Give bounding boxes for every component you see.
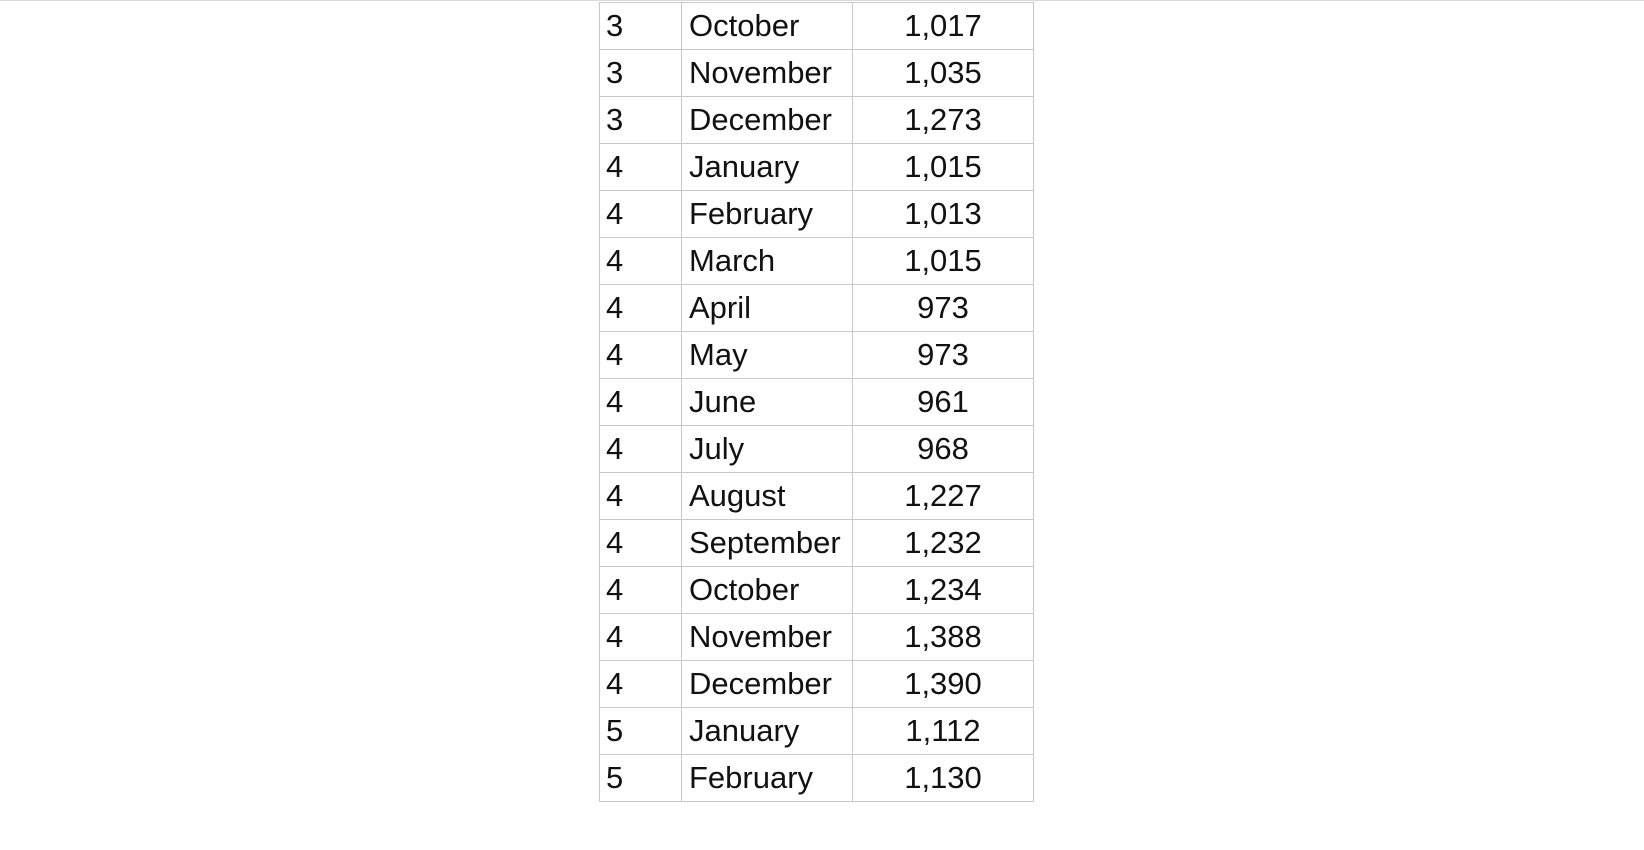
table-row xyxy=(600,379,1034,426)
year-cell[interactable]: 3 xyxy=(600,50,682,97)
table-row xyxy=(600,97,1034,144)
month-cell[interactable]: September xyxy=(682,520,853,567)
month-cell[interactable]: October xyxy=(682,567,853,614)
table-row xyxy=(600,285,1034,332)
year-cell[interactable]: 4 xyxy=(600,567,682,614)
year-cell[interactable]: 3 xyxy=(600,3,682,50)
table-row xyxy=(600,661,1034,708)
top-divider xyxy=(0,0,1644,1)
month-cell[interactable]: November xyxy=(682,614,853,661)
year-cell[interactable]: 4 xyxy=(600,614,682,661)
value-cell[interactable]: 968 xyxy=(853,426,1034,473)
value-cell[interactable]: 1,035 xyxy=(853,50,1034,97)
year-cell[interactable]: 4 xyxy=(600,238,682,285)
value-cell[interactable]: 1,390 xyxy=(853,661,1034,708)
year-cell[interactable]: 4 xyxy=(600,426,682,473)
month-cell[interactable]: January xyxy=(682,144,853,191)
month-cell[interactable]: March xyxy=(682,238,853,285)
month-cell[interactable]: December xyxy=(682,661,853,708)
value-cell[interactable]: 1,112 xyxy=(853,708,1034,755)
month-cell[interactable]: November xyxy=(682,50,853,97)
table-row xyxy=(600,50,1034,97)
month-cell[interactable]: May xyxy=(682,332,853,379)
value-cell[interactable]: 1,227 xyxy=(853,473,1034,520)
value-cell[interactable]: 1,017 xyxy=(853,3,1034,50)
value-cell[interactable]: 1,232 xyxy=(853,520,1034,567)
month-cell[interactable]: July xyxy=(682,426,853,473)
value-cell[interactable]: 973 xyxy=(853,285,1034,332)
table-row xyxy=(600,614,1034,661)
year-cell[interactable]: 4 xyxy=(600,520,682,567)
value-cell[interactable]: 1,388 xyxy=(853,614,1034,661)
year-cell[interactable]: 4 xyxy=(600,379,682,426)
table-row xyxy=(600,3,1034,50)
month-cell[interactable]: February xyxy=(682,191,853,238)
table-row xyxy=(600,520,1034,567)
year-cell[interactable]: 4 xyxy=(600,144,682,191)
table-row xyxy=(600,473,1034,520)
month-cell[interactable]: June xyxy=(682,379,853,426)
value-cell[interactable]: 1,273 xyxy=(853,97,1034,144)
year-cell[interactable]: 5 xyxy=(600,708,682,755)
table-row xyxy=(600,708,1034,755)
year-cell[interactable]: 4 xyxy=(600,661,682,708)
table-row xyxy=(600,426,1034,473)
value-cell[interactable]: 1,015 xyxy=(853,144,1034,191)
value-cell[interactable]: 1,130 xyxy=(853,755,1034,802)
value-cell[interactable]: 1,234 xyxy=(853,567,1034,614)
year-cell[interactable]: 4 xyxy=(600,285,682,332)
table-row xyxy=(600,332,1034,379)
value-cell[interactable]: 961 xyxy=(853,379,1034,426)
month-cell[interactable]: February xyxy=(682,755,853,802)
table-body xyxy=(600,3,1034,802)
year-cell[interactable]: 3 xyxy=(600,97,682,144)
month-cell[interactable]: August xyxy=(682,473,853,520)
year-cell[interactable]: 4 xyxy=(600,473,682,520)
table-row xyxy=(600,567,1034,614)
month-cell[interactable]: April xyxy=(682,285,853,332)
value-cell[interactable]: 1,013 xyxy=(853,191,1034,238)
table-row xyxy=(600,144,1034,191)
month-cell[interactable]: January xyxy=(682,708,853,755)
year-cell[interactable]: 4 xyxy=(600,191,682,238)
month-cell[interactable]: October xyxy=(682,3,853,50)
value-cell[interactable]: 973 xyxy=(853,332,1034,379)
table-row xyxy=(600,191,1034,238)
month-cell[interactable]: December xyxy=(682,97,853,144)
year-cell[interactable]: 4 xyxy=(600,332,682,379)
table-row xyxy=(600,755,1034,802)
data-table xyxy=(599,2,1034,802)
value-cell[interactable]: 1,015 xyxy=(853,238,1034,285)
table-row xyxy=(600,238,1034,285)
year-cell[interactable]: 5 xyxy=(600,755,682,802)
